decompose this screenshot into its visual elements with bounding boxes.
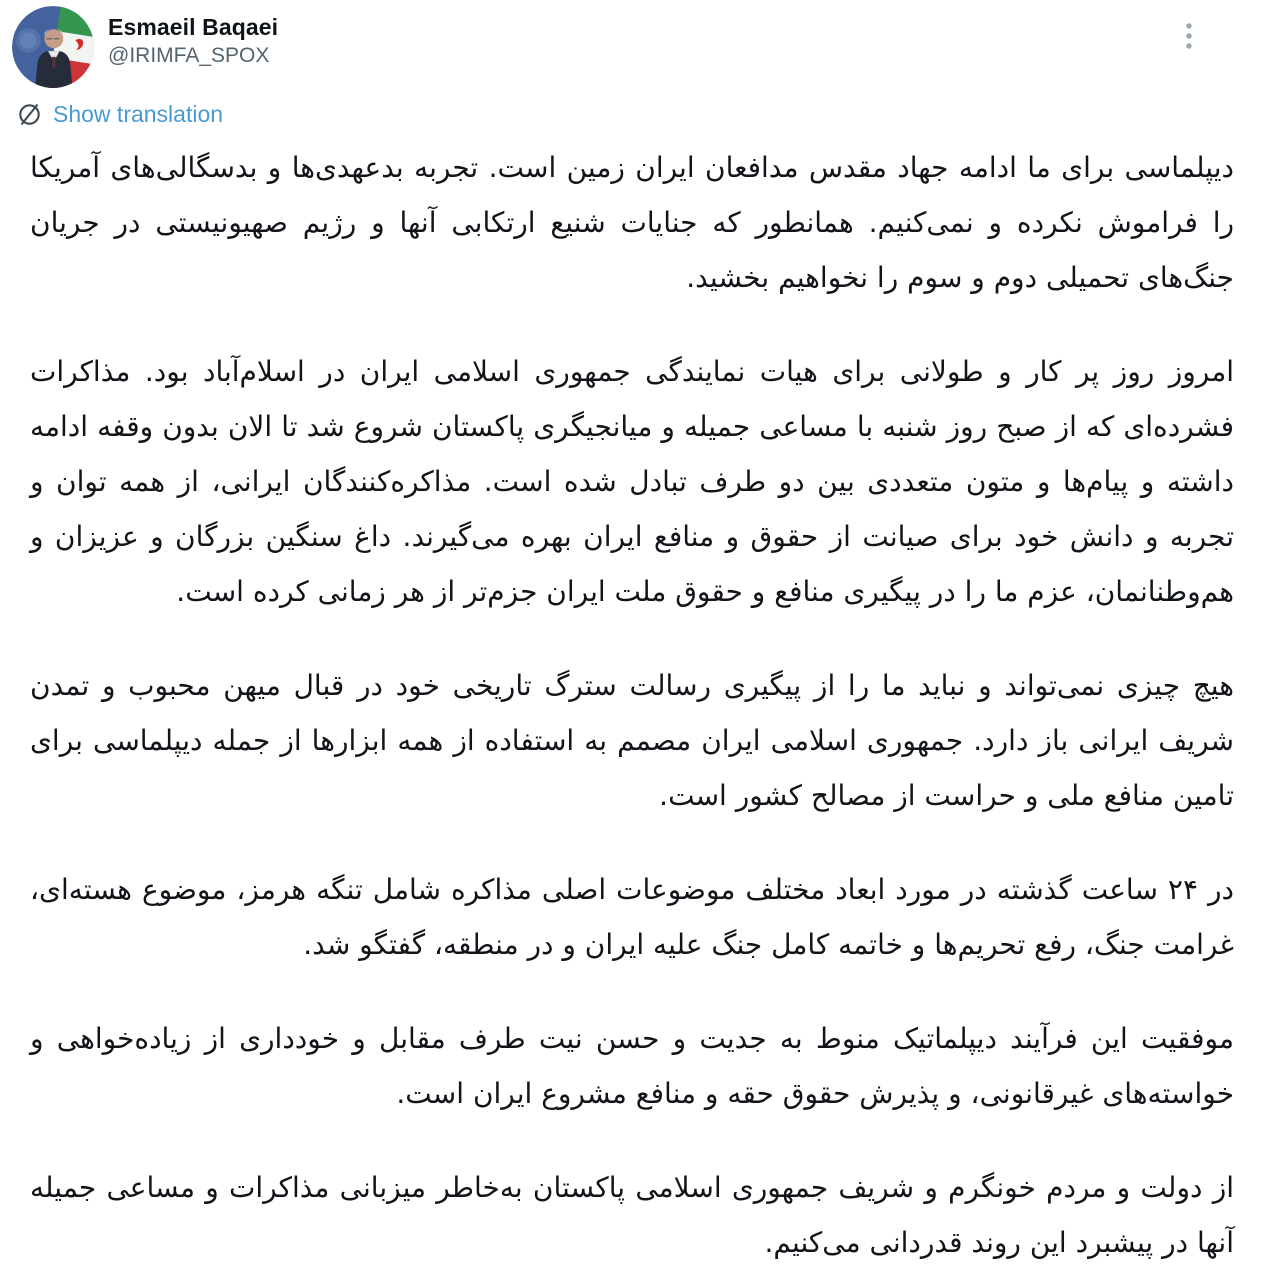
- user-identity: [108, 12, 278, 70]
- user-handle[interactable]: @IRIMFA_SPOX: [108, 44, 270, 67]
- translate-icon: [16, 101, 43, 128]
- avatar[interactable]: [12, 6, 94, 88]
- display-name[interactable]: Esmaeil Baqaei: [108, 14, 279, 40]
- tweet-text: [0, 132, 1264, 1270]
- tweet-paragraph-3: هیچ چیزی نمی‌تواند و نباید ما را از پیگیری رسالت سترگ تاریخی خود در قبال میهن محبوب و تمدن شریف ایرانی باز دارد. جمهوری اسلامی ایران مصمم به استفاده از همه ابزارها از جمله دیپلماسی برای تامین منافع ملی و حراست از مصالح کشور است.: [30, 669, 1234, 812]
- more-menu-button[interactable]: [1176, 20, 1202, 60]
- tweet-paragraph-1: دیپلماسی برای ما ادامه جهاد مقدس مدافعان ایران زمین است. تجربه بدعهدی‌ها و بدسگالی‌های آمریکا را فراموش نکرده و نمی‌کنیم. همانطور که جنایات شنیع ارتکابی آنها و رژیم صهیونیستی در جریان جنگ‌های تحمیلی دوم و سوم را نخواهیم بخشید.: [30, 151, 1234, 294]
- tweet-paragraph-5: موفقیت این فرآیند دیپلماتیک منوط به جدیت و حسن نیت طرف مقابل و خودداری از زیاده‌خواهی و خواسته‌های غیرقانونی، و پذیرش حقوق حقه و منافع مشروع ایران است.: [30, 1022, 1234, 1110]
- tweet-paragraph-6: از دولت و مردم خونگرم و شریف جمهوری اسلامی پاکستان به‌خاطر میزبانی مذاکرات و مساعی جمیله آنها در پیشبرد این روند قدردانی می‌کنیم.: [30, 1171, 1234, 1259]
- show-translation-label: Show translation: [53, 101, 224, 127]
- avatar-image: [12, 6, 94, 88]
- tweet-paragraph-2: امروز روز پر کار و طولانی برای هیات نمایندگی جمهوری اسلامی ایران در اسلام‌آباد بود. مذاکرات فشرده‌ای که از صبح روز شنبه با مساعی جمیله و میانجیگری پاکستان شروع شد تا الان بدون وقفه ادامه داشته و پیام‌ها و متون متعددی بین دو طرف تبادل شده است. مذاکره‌کنندگان ایرانی، از همه توان و تجربه و دانش خود برای صیانت از حقوق و منافع ایران بهره می‌گیرند. داغ سنگین بزرگان و عزیزان و هم‌وطنانمان، عزم ما را در پیگیری منافع و حقوق ملت ایران جزم‌تر از هر زمانی کرده است.: [30, 355, 1234, 608]
- tweet-paragraph-4: در ۲۴ ساعت گذشته در مورد ابعاد مختلف موضوعات اصلی مذاکره شامل تنگه هرمز، موضوع هسته‌ای، غرامت جنگ، رفع تحریم‌ها و خاتمه کامل جنگ علیه ایران و در منطقه، گفتگو شد.: [30, 873, 1234, 961]
- show-translation-link[interactable]: [0, 92, 239, 132]
- tweet-header: [0, 0, 1264, 92]
- vertical-dots-icon: [1185, 21, 1193, 59]
